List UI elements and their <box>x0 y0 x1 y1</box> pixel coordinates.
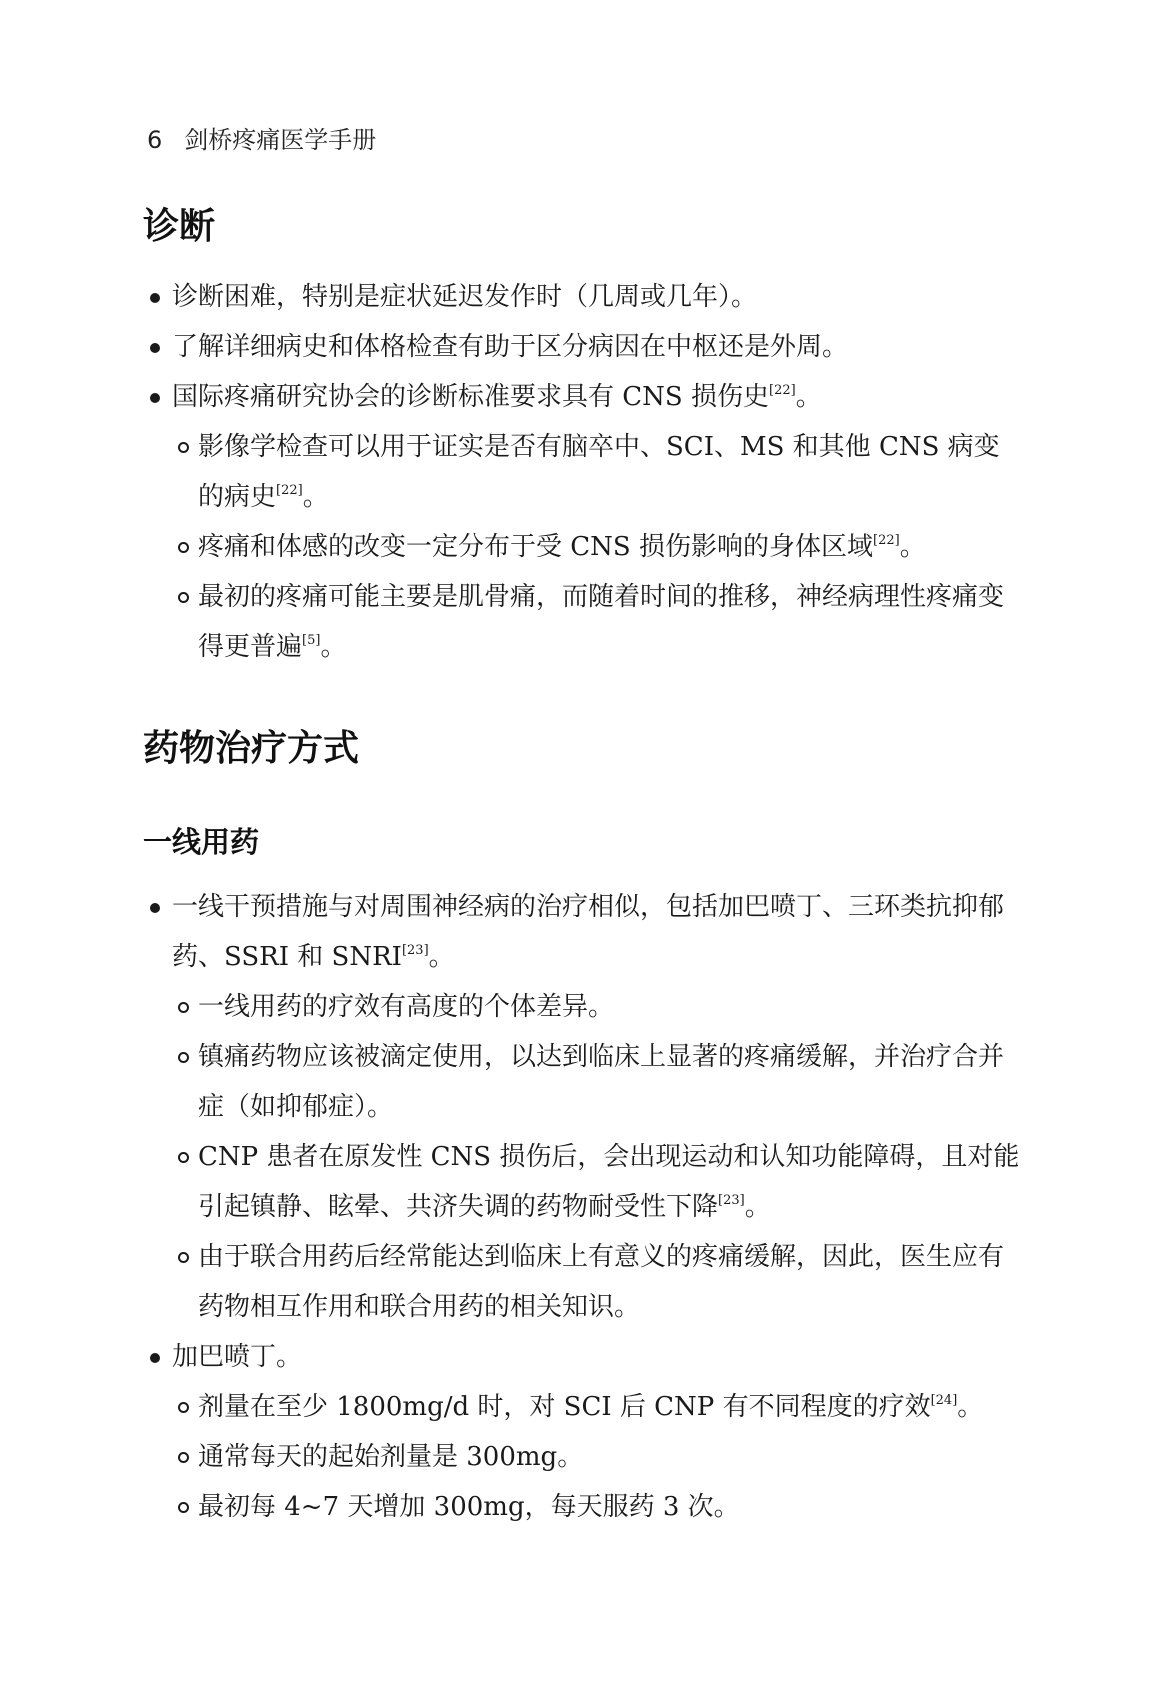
citation: [22] <box>873 533 900 548</box>
subsection-heading-first-line: 一线用药 <box>143 825 260 859</box>
running-header <box>147 120 376 155</box>
list-item: 最初每 4~7 天增加 300mg，每天服药 3 次。 <box>0 1482 1025 1532</box>
section-heading-drug-therapy: 药物治疗方式 <box>143 728 360 769</box>
hollow-bullet-icon <box>178 1502 189 1513</box>
list-item: 了解详细病史和体格检查有助于区分病因在中枢还是外周。 <box>0 322 1025 372</box>
citation: [22] <box>276 483 303 498</box>
section-heading-diagnosis: 诊断 <box>143 206 216 247</box>
drug-therapy-list <box>0 882 1165 1532</box>
hollow-bullet-icon <box>178 1402 189 1413</box>
hollow-bullet-icon <box>178 1002 189 1013</box>
book-title: 剑桥疼痛医学手册 <box>184 126 377 154</box>
hollow-bullet-icon <box>178 1252 189 1263</box>
citation: [24] <box>930 1393 958 1408</box>
list-item: 影像学检查可以用于证实是否有脑卒中、SCI、MS 和其他 CNS 病变的病史[22]。 <box>0 422 1025 522</box>
list-item: 一线用药的疗效有高度的个体差异。 <box>0 982 1025 1032</box>
list-item: 剂量在至少 1800mg/d 时，对 SCI 后 CNP 有不同程度的疗效[24]。 <box>0 1382 1025 1432</box>
list-item: 镇痛药物应该被滴定使用，以达到临床上显著的疼痛缓解，并治疗合并症（如抑郁症）。 <box>0 1032 1025 1132</box>
page-number: 6 <box>147 126 163 154</box>
hollow-bullet-icon <box>178 442 189 453</box>
filled-bullet-icon <box>150 1353 160 1363</box>
list-item: 诊断困难，特别是症状延迟发作时（几周或几年）。 <box>0 272 1025 322</box>
hollow-bullet-icon <box>178 1452 189 1463</box>
hollow-bullet-icon <box>178 592 189 603</box>
list-item: 最初的疼痛可能主要是肌骨痛，而随着时间的推移，神经病理性疼痛变得更普遍[5]。 <box>0 572 1025 672</box>
citation: [22] <box>769 383 796 398</box>
list-item: 通常每天的起始剂量是 300mg。 <box>0 1432 1025 1482</box>
hollow-bullet-icon <box>178 1152 189 1163</box>
list-item: 一线干预措施与对周围神经病的治疗相似，包括加巴喷丁、三环类抗抑郁药、SSRI 和 SNRI[23]。 <box>0 882 1025 982</box>
filled-bullet-icon <box>150 393 160 403</box>
filled-bullet-icon <box>150 293 160 303</box>
filled-bullet-icon <box>150 343 160 353</box>
list-item: 加巴喷丁。 <box>0 1332 1025 1382</box>
list-item: 由于联合用药后经常能达到临床上有意义的疼痛缓解，因此，医生应有药物相互作用和联合用药的相关知识。 <box>0 1232 1025 1332</box>
hollow-bullet-icon <box>178 542 189 553</box>
diagnosis-list <box>0 272 1165 672</box>
list-item: 国际疼痛研究协会的诊断标准要求具有 CNS 损伤史[22]。 <box>0 372 1025 422</box>
citation: [23] <box>718 1193 745 1208</box>
hollow-bullet-icon <box>178 1052 189 1063</box>
list-item: CNP 患者在原发性 CNS 损伤后，会出现运动和认知功能障碍，且对能引起镇静、眩晕、共济失调的药物耐受性下降[23]。 <box>0 1132 1025 1232</box>
filled-bullet-icon <box>150 903 160 913</box>
list-item: 疼痛和体感的改变一定分布于受 CNS 损伤影响的身体区域[22]。 <box>0 522 1025 572</box>
citation: [23] <box>401 943 429 958</box>
citation: [5] <box>302 633 321 648</box>
